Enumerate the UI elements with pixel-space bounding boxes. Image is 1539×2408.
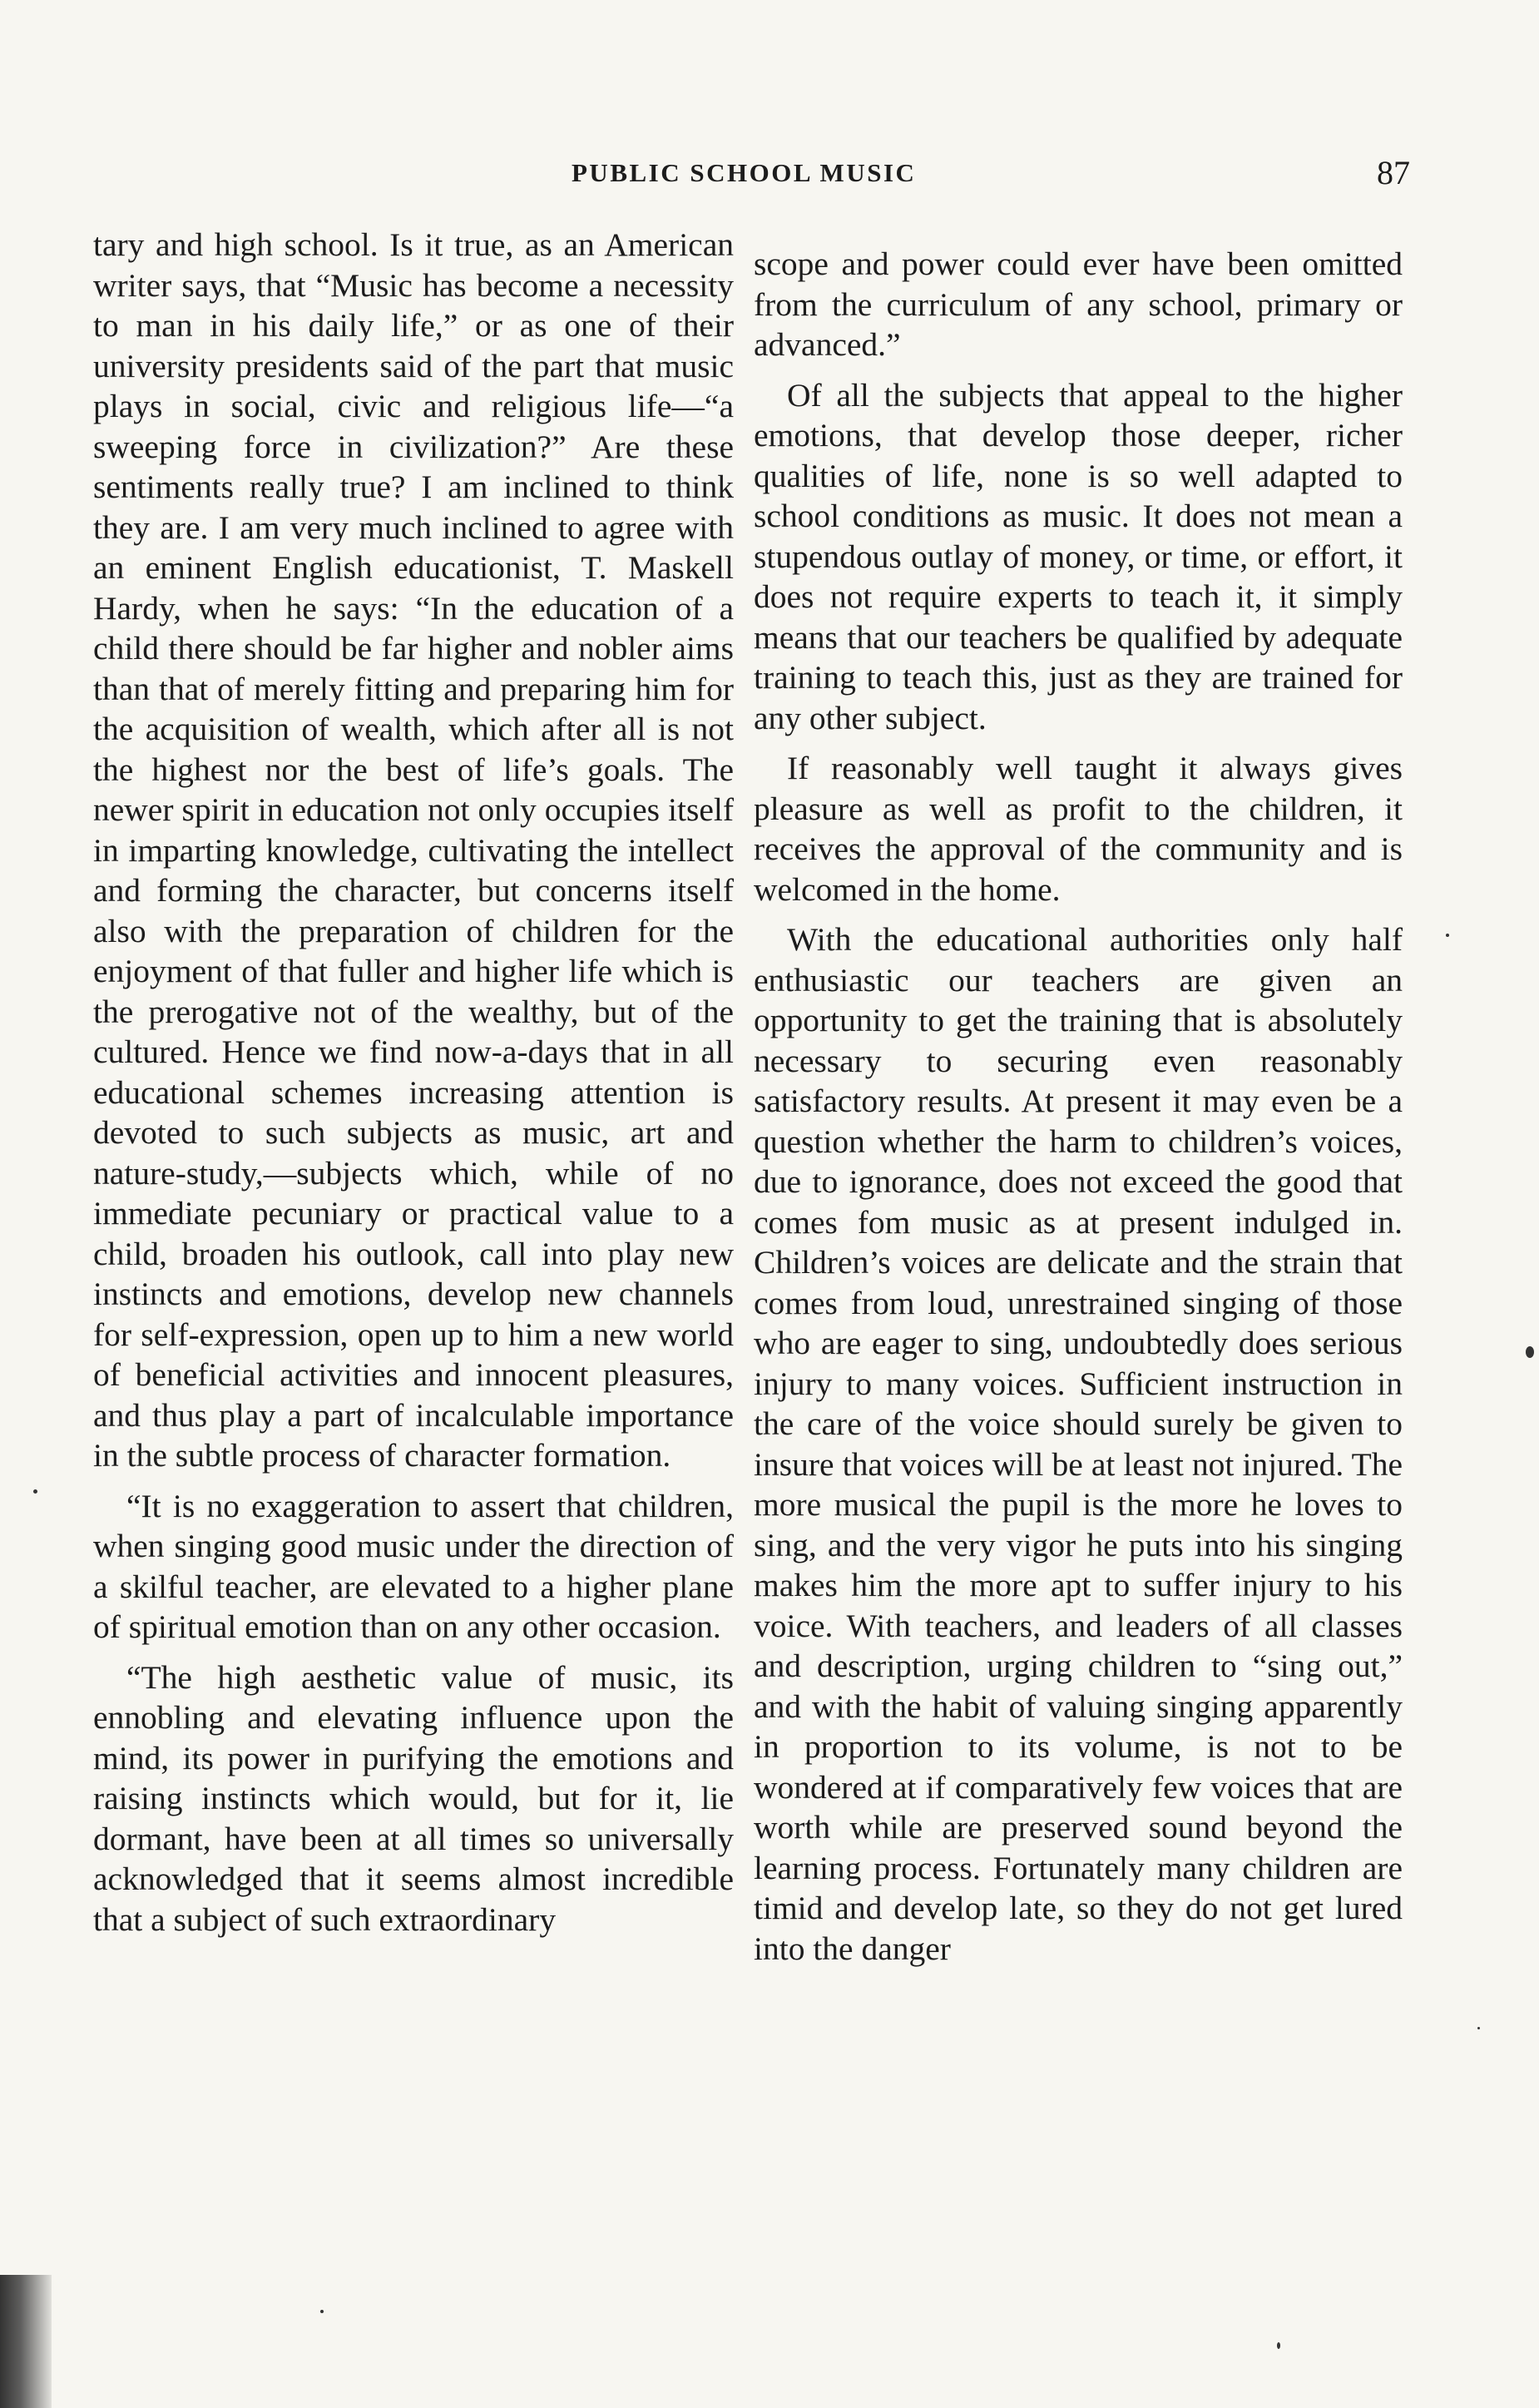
paragraph: If reasonably well taught it always gives pleasure as well as profit to the children, it receives the approval of the community and is welcomed in the home. [754,750,1403,908]
scan-speck [1277,2342,1280,2349]
scan-speck [33,1489,37,1494]
paragraph: “The high aesthetic value of music, its ennobling and elevating influence upon the mind, its power in purifying the emotions and raising instincts which would, but for it, lie dormant, have been at all times so universally acknowledged that it seems almost incredible that a subject of such extraordinary [93,1658,734,1938]
paragraph: “It is no exaggeration to assert that children, when singing good music under the direction of a skilful teacher, are elevated to a higher plane of spiritual emotion than on any other occasion. [93,1487,734,1645]
paragraph: scope and power could ever have been omitted from the curriculum of any school, primary or advanced.” [754,245,1403,363]
scan-speck [320,2310,324,2313]
paragraph: tary and high school. Is it true, as an American writer says, that “Music has become a necessity to man in his daily life,” or as one of their university presidents said of the part that music plays in social, civic and religious life—“a sweeping force in civilization?” Are these sentiments really true? I am inclined to think they are. I am very much inclined to agree with an eminent English educationist, T. Maskell Hardy, when he says: “In the education of a child there should be far higher and nobler aims than that of merely fitting and preparing him for the acquisition of wealth, which after all is not the highest nor the best of life’s goals. The newer spirit in education not only occupies itself in imparting knowledge, cultivating the intellect and forming the character, but concerns itself also with the preparation of children for the enjoyment of that fuller and higher life which is the prerogative not of the wealthy, but of the cultured. Hence we find now-a-days that in all educational schemes increasing attention is devoted to such subjects as music, art and nature-study,—subjects which, while of no immediate pecuniary or practical value to a child, broaden his outlook, call into play new instincts and emotions, develop new channels for self-expression, open up to him a new world of beneficial activities and innocent pleasures, and thus play a part of incalculable importance in the subtle process of character formation. [93,226,734,1474]
scan-speck [1526,1346,1534,1358]
left-column [93,225,734,1950]
running-title: PUBLIC SCHOOL MUSIC [572,158,917,187]
scan-speck [1446,934,1449,937]
paragraph: Of all the subjects that appeal to the higher emotions, that develop those deeper, richer qualities of life, none is so well adapted to school conditions as music. It does not mean a stupendous outlay of money, or time, or effort, it does not require experts to teach it, it simply means that our teachers be qualified by adequate training to teach this, just as they are trained for any other subject. [754,376,1403,736]
right-column [754,244,1403,1979]
page-number: 87 [1377,154,1410,191]
running-header [0,154,1539,200]
paragraph: With the educational authorities only half enthusiastic our teachers are given an opportunity to get the training that is absolutely necessary to securing even reasonably satisfactory results. At present it may even be a question whether the harm to children’s voices, due to ignorance, does not exceed the good that comes fom music as at present indulged in. Children’s voices are delicate and the strain that comes from loud, unrestrained singing of those who are eager to sing, undoubtedly does serious injury to many voices. Sufficient instruction in the care of the voice should surely be given to insure that voices will be at least not injured. The more musical the pupil is the more he loves to sing, and the very vigor he puts into his singing makes him the more apt to suffer injury to his voice. With teachers, and leaders of all classes and description, urging children to “sing out,” and with the habit of valuing singing apparently in proportion to its volume, is not to be wondered at if comparatively few voices that are worth while are preserved sound beyond the learning process. Fortunately many children are timid and develop late, so they do not get lured into the danger [754,921,1403,1967]
scan-speck [1477,2027,1480,2029]
scan-edge-shadow [0,2275,52,2408]
